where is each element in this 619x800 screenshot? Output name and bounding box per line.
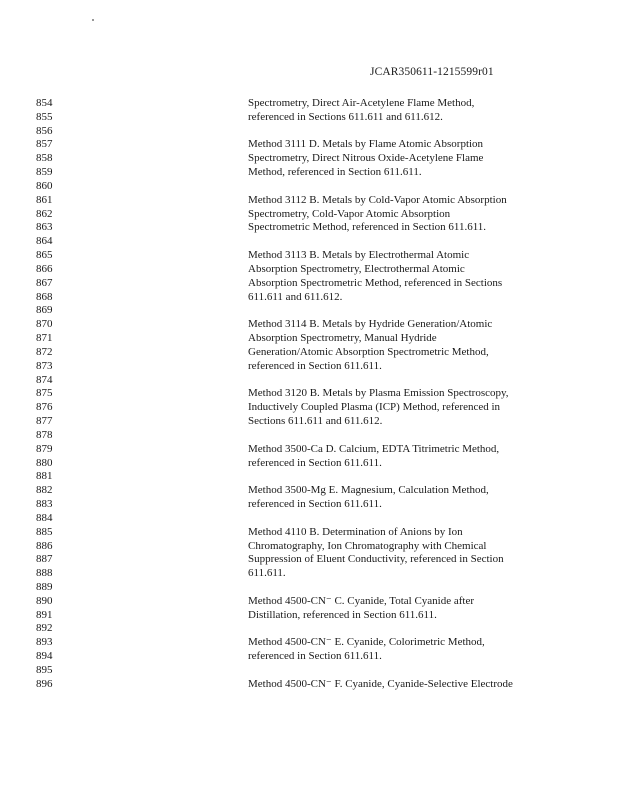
line-text: referenced in Section 611.611. bbox=[248, 650, 382, 663]
line-text: Suppression of Eluent Conductivity, referenced in Section bbox=[248, 553, 504, 566]
document-line bbox=[0, 512, 619, 526]
document-id: JCAR350611-1215599r01 bbox=[370, 66, 494, 78]
document-line bbox=[0, 235, 619, 249]
line-text: Method 4500-CN⁻ F. Cyanide, Cyanide-Selective Electrode bbox=[248, 677, 513, 690]
document-line bbox=[0, 443, 619, 457]
line-number: 876 bbox=[36, 401, 53, 414]
line-text: Method 4110 B. Determination of Anions by Ion bbox=[248, 525, 463, 538]
line-text: Spectrometry, Direct Nitrous Oxide-Acetylene Flame bbox=[248, 152, 484, 165]
line-text: Spectrometry, Cold-Vapor Atomic Absorption bbox=[248, 207, 451, 220]
document-line bbox=[0, 387, 619, 401]
document-line bbox=[0, 97, 619, 111]
line-number: 877 bbox=[36, 415, 53, 428]
line-number: 859 bbox=[36, 166, 53, 179]
document-line bbox=[0, 125, 619, 139]
line-number: 885 bbox=[36, 525, 53, 538]
line-number: 860 bbox=[36, 179, 53, 192]
line-text: Method 3112 B. Metals by Cold-Vapor Atomic Absorption bbox=[248, 193, 507, 206]
line-text: Method 4500-CN⁻ C. Cyanide, Total Cyanide after bbox=[248, 594, 475, 607]
document-line bbox=[0, 609, 619, 623]
line-text: Method, referenced in Section 611.611. bbox=[248, 166, 422, 179]
line-number: 894 bbox=[36, 650, 53, 663]
line-number: 856 bbox=[36, 124, 53, 137]
line-text: Spectrometry, Direct Air-Acetylene Flame Method, bbox=[248, 97, 475, 109]
document-line bbox=[0, 470, 619, 484]
document-line bbox=[0, 277, 619, 291]
line-text: Method 3500-Ca D. Calcium, EDTA Titrimetric Method, bbox=[248, 442, 500, 455]
line-number: 880 bbox=[36, 456, 53, 469]
line-number: 869 bbox=[36, 304, 53, 317]
line-number: 864 bbox=[36, 235, 53, 248]
line-text: Method 3114 B. Metals by Hydride Generation/Atomic bbox=[248, 318, 493, 331]
line-number: 888 bbox=[36, 567, 53, 580]
line-number: 886 bbox=[36, 539, 53, 552]
line-text: Chromatography, Ion Chromatography with Chemical bbox=[248, 539, 487, 552]
line-number: 870 bbox=[36, 318, 53, 331]
line-number: 854 bbox=[36, 97, 53, 109]
line-text: referenced in Sections 611.611 and 611.612. bbox=[248, 110, 443, 123]
line-number: 865 bbox=[36, 249, 53, 262]
document-line bbox=[0, 111, 619, 125]
document-line bbox=[0, 152, 619, 166]
line-number: 882 bbox=[36, 484, 53, 497]
document-line bbox=[0, 484, 619, 498]
document-line bbox=[0, 415, 619, 429]
document-line bbox=[0, 553, 619, 567]
line-text: Distillation, referenced in Section 611.611. bbox=[248, 608, 437, 621]
document-line bbox=[0, 360, 619, 374]
document-line bbox=[0, 374, 619, 388]
document-line bbox=[0, 498, 619, 512]
line-number: 889 bbox=[36, 580, 53, 593]
document-line bbox=[0, 263, 619, 277]
line-text: Generation/Atomic Absorption Spectrometric Method, bbox=[248, 345, 489, 358]
document-line bbox=[0, 457, 619, 471]
document-line bbox=[0, 332, 619, 346]
line-number: 881 bbox=[36, 470, 53, 483]
line-number: 895 bbox=[36, 663, 53, 676]
line-text: Method 3500-Mg E. Magnesium, Calculation Method, bbox=[248, 484, 489, 497]
document-line bbox=[0, 595, 619, 609]
line-text: Method 3111 D. Metals by Flame Atomic Absorption bbox=[248, 138, 484, 151]
line-number: 868 bbox=[36, 290, 53, 303]
line-number: 867 bbox=[36, 276, 53, 289]
line-number: 862 bbox=[36, 207, 53, 220]
line-text: Spectrometric Method, referenced in Section 611.611. bbox=[248, 221, 487, 234]
line-number: 875 bbox=[36, 387, 53, 400]
line-number: 866 bbox=[36, 262, 53, 275]
line-number: 891 bbox=[36, 608, 53, 621]
document-line bbox=[0, 304, 619, 318]
document-line bbox=[0, 194, 619, 208]
line-text: 611.611 and 611.612. bbox=[248, 290, 343, 303]
document-line bbox=[0, 581, 619, 595]
document-line bbox=[0, 567, 619, 581]
document-line bbox=[0, 622, 619, 636]
line-number: 890 bbox=[36, 594, 53, 607]
line-text: Method 3113 B. Metals by Electrothermal Atomic bbox=[248, 249, 470, 262]
document-line bbox=[0, 221, 619, 235]
line-text: Inductively Coupled Plasma (ICP) Method, referenced in bbox=[248, 401, 501, 414]
line-text: referenced in Section 611.611. bbox=[248, 456, 382, 469]
line-number: 892 bbox=[36, 622, 53, 635]
document-line bbox=[0, 346, 619, 360]
document-line bbox=[0, 540, 619, 554]
line-text: Absorption Spectrometric Method, referenced in Sections bbox=[248, 276, 503, 289]
line-number: 871 bbox=[36, 332, 53, 345]
document-line bbox=[0, 166, 619, 180]
document-line bbox=[0, 401, 619, 415]
line-number: 884 bbox=[36, 511, 53, 524]
scan-speck bbox=[92, 19, 94, 21]
line-text: referenced in Section 611.611. bbox=[248, 359, 382, 372]
line-text: 611.611. bbox=[248, 567, 286, 580]
document-line bbox=[0, 678, 619, 692]
line-number: 883 bbox=[36, 498, 53, 511]
line-number: 873 bbox=[36, 359, 53, 372]
line-number: 874 bbox=[36, 373, 53, 386]
document-line bbox=[0, 291, 619, 305]
line-text: Absorption Spectrometry, Electrothermal Atomic bbox=[248, 262, 465, 275]
document-line bbox=[0, 664, 619, 678]
document-line bbox=[0, 138, 619, 152]
line-number: 858 bbox=[36, 152, 53, 165]
document-line bbox=[0, 650, 619, 664]
document-line bbox=[0, 180, 619, 194]
line-number: 872 bbox=[36, 345, 53, 358]
document-line bbox=[0, 429, 619, 443]
line-text: Absorption Spectrometry, Manual Hydride bbox=[248, 332, 437, 345]
line-number: 863 bbox=[36, 221, 53, 234]
line-number: 893 bbox=[36, 636, 53, 649]
line-number: 857 bbox=[36, 138, 53, 151]
document-line bbox=[0, 636, 619, 650]
line-number: 887 bbox=[36, 553, 53, 566]
document-line bbox=[0, 526, 619, 540]
line-number: 855 bbox=[36, 110, 53, 123]
document-line bbox=[0, 249, 619, 263]
numbered-lines bbox=[0, 97, 619, 692]
line-number: 896 bbox=[36, 677, 53, 690]
line-text: referenced in Section 611.611. bbox=[248, 498, 382, 511]
document-line bbox=[0, 318, 619, 332]
line-number: 861 bbox=[36, 193, 53, 206]
line-text: Sections 611.611 and 611.612. bbox=[248, 415, 383, 428]
line-text: Method 3120 B. Metals by Plasma Emission Spectroscopy, bbox=[248, 387, 509, 400]
line-number: 878 bbox=[36, 428, 53, 441]
document-line bbox=[0, 208, 619, 222]
line-number: 879 bbox=[36, 442, 53, 455]
line-text: Method 4500-CN⁻ E. Cyanide, Colorimetric Method, bbox=[248, 636, 485, 649]
